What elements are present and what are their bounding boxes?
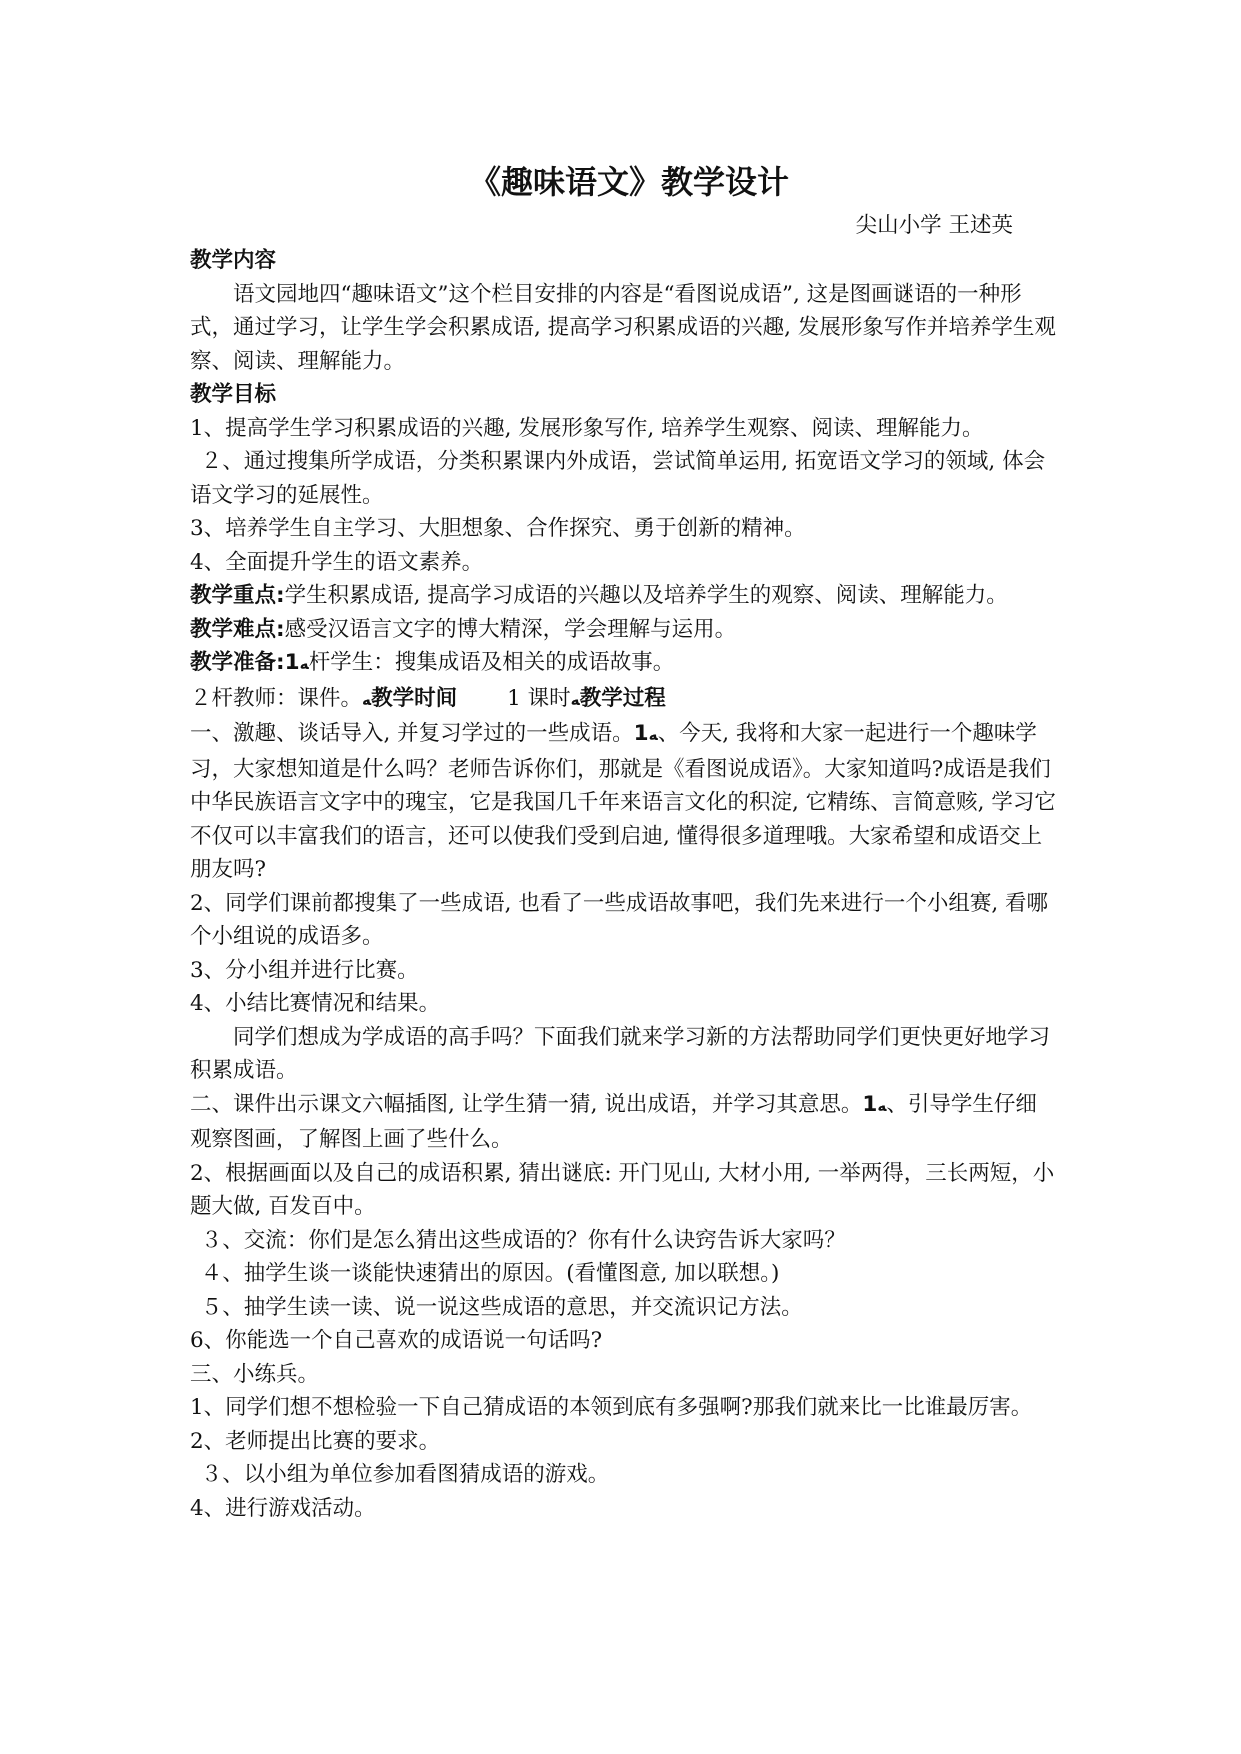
- preparation-label: 教学准备:: [190, 650, 285, 675]
- goal-item-2: ２、通过搜集所学成语，分类积累课内外成语，尝试简单运用, 拓宽语文学习的领域, 体会语文学习的延展性。: [190, 449, 1046, 508]
- part1-item-3: 3、分小组并进行比赛。: [190, 957, 419, 983]
- part1-closing: 同学们想成为学成语的高手吗？下面我们就来学习新的方法帮助同学们更快更好地学习积累成语。: [190, 1024, 1051, 1083]
- part2-item-5: ５、抽学生读一读、说一说这些成语的意思，并交流识记方法。: [200, 1294, 803, 1320]
- part3-lead: 三、小练兵。: [190, 1361, 320, 1387]
- difficulties-label: 教学难点:: [190, 616, 285, 642]
- part1-lead-text: 一、激趣、谈话导入, 并复习学过的一些成语。: [190, 721, 634, 746]
- part3-item-1: 1、同学们想不想检验一下自己猜成语的本领到底有多强啊?那我们就来比一比谁最厉害。: [190, 1395, 1033, 1420]
- section-heading-content: 教学内容: [190, 248, 277, 273]
- preparation-line: [190, 646, 1058, 682]
- part3-item-3: ３、以小组为单位参加看图猜成语的游戏。: [200, 1462, 610, 1487]
- glyph-mark: ﻪ: [299, 655, 309, 673]
- glyph-mark: ﻪ: [877, 1096, 887, 1115]
- part3-item-4: 4、进行游戏活动。: [190, 1495, 376, 1521]
- preparation-item1-text: 杆学生：搜集成语及相关的成语故事。: [308, 650, 675, 675]
- part1-lead: [190, 717, 1058, 887]
- content-paragraph: 语文园地四“趣味语文”这个栏目安排的内容是“看图说成语”, 这是图画谜语的一种形式，通过学习，让学生学会积累成语, 提高学习积累成语的兴趣, 发展形象写作并培养学生观察、阅读、理解能力。: [190, 281, 1056, 374]
- glyph-mark: ﻪ: [362, 690, 372, 709]
- part2-lead-rest: 、引导学生仔细观察图画，了解图上画了些什么。: [190, 1091, 1037, 1152]
- difficulties-line: [190, 613, 1058, 647]
- glyph-mark: ﻪ: [648, 726, 658, 744]
- glyph-mark: ﻪ: [570, 690, 580, 709]
- part2-item-6: 6、你能选一个自己喜欢的成语说一句话吗?: [190, 1328, 603, 1353]
- preparation-line-2: [190, 682, 1058, 718]
- preparation-item1-number: 1: [284, 650, 300, 675]
- goal-item-1: 1、提高学生学习积累成语的兴趣, 发展形象写作, 培养学生观察、阅读、理解能力。: [190, 415, 984, 441]
- part2-lead-text: 二、课件出示课文六幅插图, 让学生猜一猜, 说出成语，并学习其意思。: [190, 1091, 863, 1117]
- part2-lead-number: 1: [862, 1091, 878, 1117]
- part1-item-4: 4、小结比赛情况和结果。: [190, 991, 441, 1016]
- time-label: 教学时间: [371, 685, 458, 711]
- part1-item-2: 2、同学们课前都搜集了一些成语, 也看了一些成语故事吧，我们先来进行一个小组赛, 看哪个小组说的成语多。: [190, 890, 1049, 949]
- part2-item-2: 2、根据画面以及自己的成语积累, 猜出谜底: 开门见山, 大材小用, 一举两得，三长两短，小题大做, 百发百中。: [190, 1160, 1055, 1219]
- document-body: [190, 160, 1058, 1525]
- part2-item-3: ３、交流：你们是怎么猜出这些成语的？你有什么诀窍告诉大家吗？: [200, 1227, 846, 1253]
- time-value: 1 课时: [507, 685, 571, 711]
- part3-item-2: 2、老师提出比赛的要求。: [190, 1428, 441, 1454]
- section-heading-goals: 教学目标: [190, 382, 277, 407]
- key-points-line: [190, 579, 1058, 613]
- key-points-label: 教学重点:: [190, 583, 285, 608]
- key-points-text: 学生积累成语, 提高学习成语的兴趣以及培养学生的观察、阅读、理解能力。: [284, 583, 1008, 608]
- preparation-item2-text: ２杆教师：课件。: [190, 685, 363, 711]
- author-line: 尖山小学 王述英: [855, 213, 1013, 238]
- document-title: 《趣味语文》教学设计: [468, 163, 789, 201]
- part2-lead: [190, 1088, 1058, 1157]
- difficulties-text: 感受汉语言文字的博大精深，学会理解与运用。: [284, 616, 737, 642]
- process-label: 教学过程: [579, 685, 666, 711]
- part1-lead-rest: 、今天, 我将和大家一起进行一个趣味学习，大家想知道是什么吗？老师告诉你们，那就是《看图说成语》。大家知道吗?成语是我们中华民族语言文字中的瑰宝，它是我国几千年来语言文化的积淀, 它精练、言简意赅, 学习它不仅可以丰富我们的语言，还可以使我们受到启迪, 懂得很多道理哦。大家希望和成语交上朋友吗?: [190, 721, 1056, 882]
- part1-lead-number: 1: [633, 721, 649, 746]
- goal-item-3: 3、培养学生自主学习、大胆想象、合作探究、勇于创新的精神。: [190, 516, 806, 541]
- goal-item-4: 4、全面提升学生的语文素养。: [190, 549, 484, 575]
- part2-item-4: ４、抽学生谈一谈能快速猜出的原因。(看懂图意, 加以联想。): [200, 1261, 780, 1286]
